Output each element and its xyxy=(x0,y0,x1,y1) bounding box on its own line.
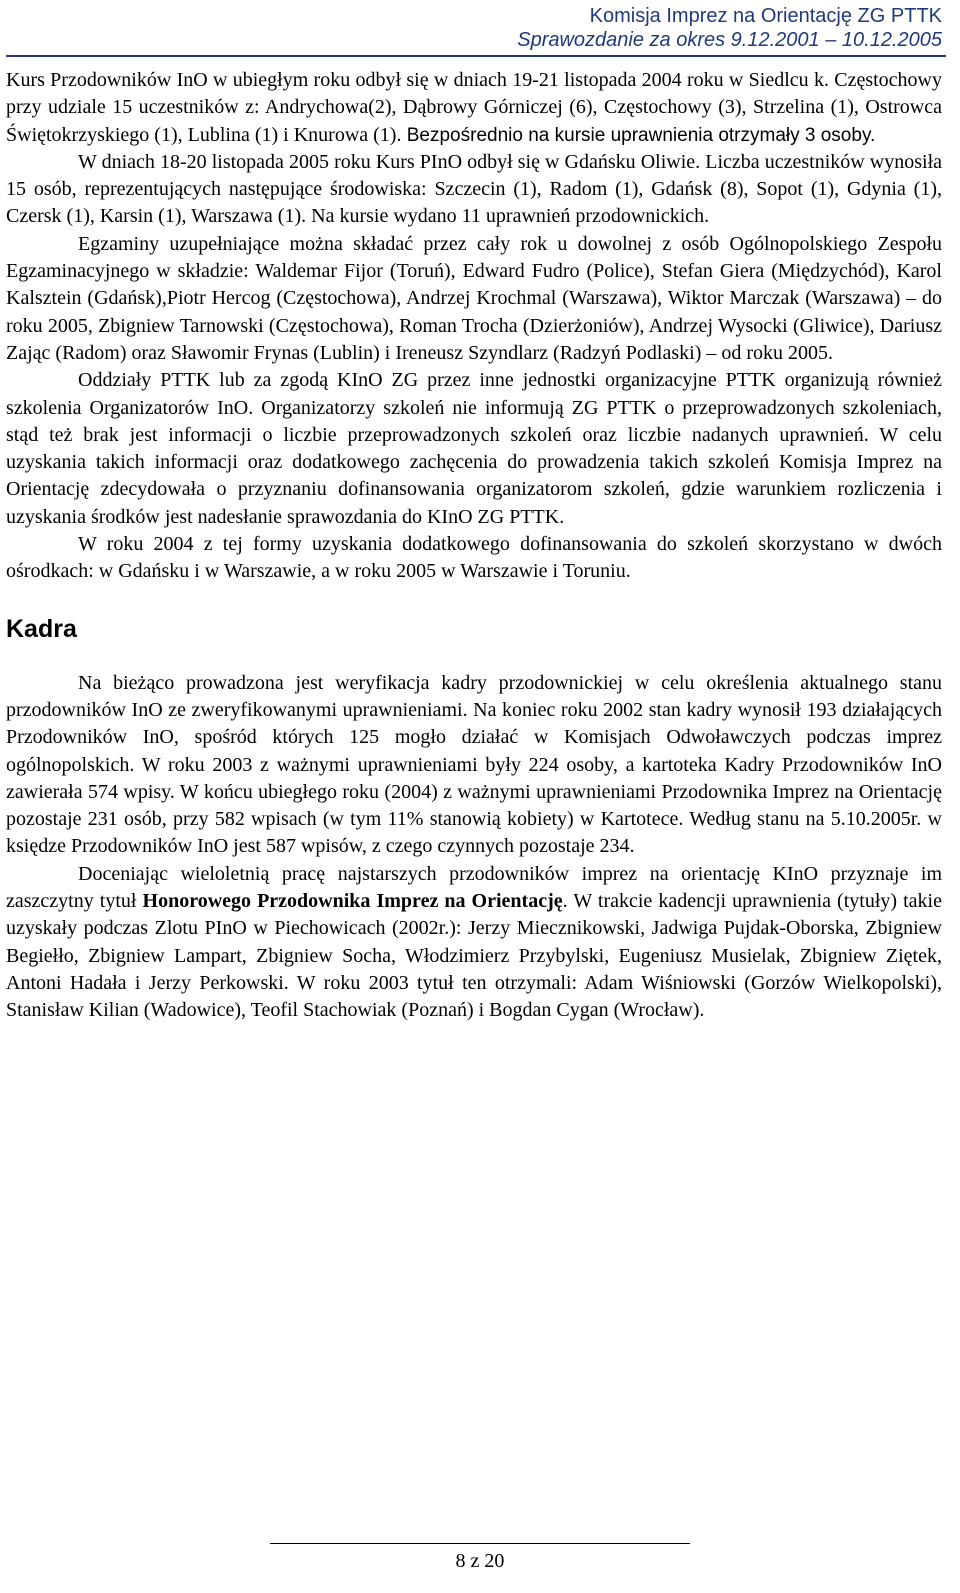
paragraph-course-2004 xyxy=(6,67,942,149)
honorary-title-bold: Honorowego Przodownika Imprez na Orientację xyxy=(142,890,563,913)
honorary-text-before: Doceniając wieloletnią pracę najstarszych przodowników imprez na orientację KInO przyznaje im zaszczytny tytuł xyxy=(6,862,942,913)
report-period: Sprawozdanie za okres 9.12.2001 – 10.12.2005 xyxy=(517,29,942,51)
paragraph-funding: W roku 2004 z tej formy uzyskania dodatkowego dofinansowania do szkoleń skorzystano w dwóch ośrodkach: w Gdańsku i w Warszawie, a w roku 2005 w Warszawie i Toruniu. xyxy=(6,533,942,583)
honorary-text-after: . W trakcie kadencji uprawnienia (tytuły) takie uzyskały podczas Zlotu PInO w Piechowicach (2002r.): Jerzy Miecznikowski, Jadwiga Pujdak-Oborska, Zbigniew Begiełło, Zbigniew Lampart, Zbigniew Socha, Włodzimierz Przybylski, Eugeniusz Musielak, Zbigniew Ziętek, Antoni Hadała i Jerzy Perkowski. W roku 2003 tytuł ten otrzymali: Adam Wiśniowski (Gorzów Wielkopolski), Stanisław Kilian (Wadowice), Teofil Stachowiak (Poznań) i Bogdan Cygan (Wrocław). xyxy=(6,890,942,1022)
course-2004-text: Kurs Przodowników InO w ubiegłym roku odbył się w dniach 19-21 listopada 2004 roku w Siedlcu k. Częstochowy przy udziale 15 uczestników z: Andrychowa(2), Dąbrowy Górniczej (6), Częstochowy (3), Strzelina (1), Ostrowca Świętokrzyskiego (1), Lublina (1) i Knurowa (1). xyxy=(6,69,942,146)
footer-divider xyxy=(270,1543,690,1544)
course-2004-result: Bezpośrednio na kursie uprawnienia otrzymały 3 osoby. xyxy=(401,124,876,146)
paragraph-exams: Egzaminy uzupełniające można składać przez cały rok u dowolnej z osób Ogólnopolskiego Zespołu Egzaminacyjnego w składzie: Waldemar Fijor (Toruń), Edward Fudro (Police), Stefan Giera (Międzychód), Karol Kalsztein (Gdańsk),Piotr Hercog (Częstochowa), Andrzej Krochmal (Warszawa), Wiktor Marczak (Warszawa) – do roku 2005, Zbigniew Tarnowski (Częstochowa), Roman Trocha (Dzierżoniów), Andrzej Wysocki (Gliwice), Dariusz Zając (Radom) oraz Sławomir Frynas (Lublin) i Ireneusz Szyndlarz (Radzyń Podlaski) – od roku 2005. xyxy=(6,232,942,364)
organization-name: Komisja Imprez na Orientację ZG PTTK xyxy=(589,5,942,27)
paragraph-staff-verification: Na bieżąco prowadzona jest weryfikacja kadry przodownickiej w celu określenia aktualnego stanu przodowników InO ze zweryfikowanymi uprawnieniami. Na koniec roku 2002 stan kadry wynosił 193 działających Przodowników InO, spośród których 125 mogło działać w Komisjach Odwoławczych podczas imprez ogólnopolskich. W roku 2003 z ważnymi uprawnieniami były 224 osoby, a kartoteka Kadry Przodowników InO zawierała 574 wpisy. W końcu ubiegłego roku (2004) z ważnymi uprawnieniami Przodownika Imprez na Orientację pozostaje 231 osób, przy 582 wpisach (w tym 11% stanowią kobiety) w Kartotece. Według stanu na 5.10.2005r. w księdze Przodowników InO jest 587 wpisów, z czego czynnych pozostaje 234. xyxy=(6,671,942,858)
paragraph-honorary-title xyxy=(6,861,942,1025)
header-divider xyxy=(6,55,946,57)
paragraph-organizers-training: Oddziały PTTK lub za zgodą KInO ZG przez inne jednostki organizacyjne PTTK organizują również szkolenia Organizatorów InO. Organizatorzy szkoleń nie informują ZG PTTK o przeprowadzonych szkoleniach, stąd też brak jest informacji o liczbie przeprowadzonych szkoleń oraz liczbie nadanych uprawnień. W celu uzyskania takich informacji oraz dodatkowego zachęcenia do prowadzenia takich szkoleń Komisja Imprez na Orientację zdecydowała o przyznaniu dofinansowania organizatorom szkoleń, gdzie warunkiem rozliczenia i uzyskania środków jest nadesłanie sprawozdania do KInO ZG PTTK. xyxy=(6,369,942,528)
page-number: 8 z 20 xyxy=(455,1550,505,1572)
document-body xyxy=(6,67,942,1025)
paragraph-course-2005: W dniach 18-20 listopada 2005 roku Kurs PInO odbył się w Gdańsku Oliwie. Liczba uczestników wynosiła 15 osób, reprezentujących następujące środowiska: Szczecin (1), Radom (1), Gdańsk (8), Sopot (1), Gdynia (1), Czersk (1), Karsin (1), Warszawa (1). Na kursie wydano 11 uprawnień przodownickich. xyxy=(6,150,942,228)
page-header xyxy=(517,4,942,52)
section-title-kadra: Kadra xyxy=(6,614,77,643)
